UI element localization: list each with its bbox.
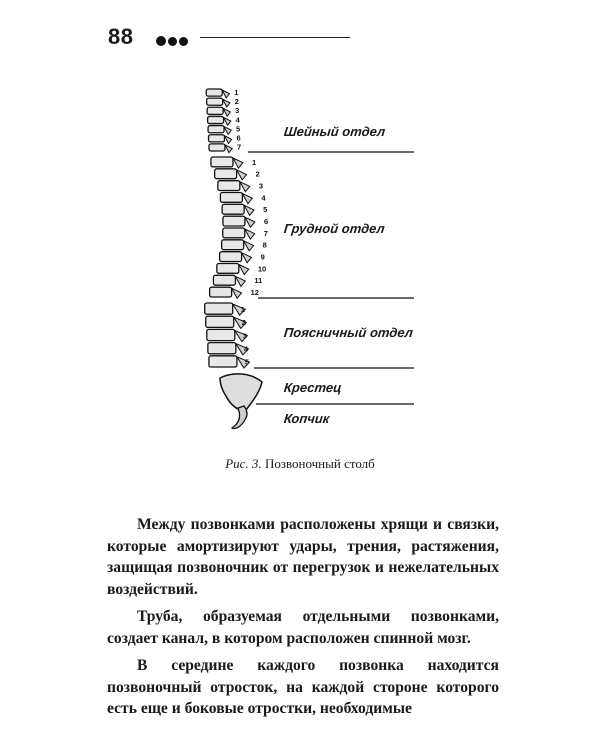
thoracic-vertebra — [223, 228, 245, 238]
thoracic-vertebra — [222, 204, 244, 214]
vertebra-number: 2 — [234, 97, 239, 106]
thoracic-process — [242, 253, 252, 263]
thoracic-vertebra — [220, 193, 242, 203]
thoracic-process — [244, 205, 254, 215]
body-text — [107, 514, 499, 726]
thoracic-process — [237, 170, 247, 180]
vertebra-number: 11 — [254, 276, 263, 286]
cervical-vertebra — [208, 116, 224, 123]
vertebra-number: 4 — [235, 115, 240, 125]
vertebra-number: 4 — [243, 344, 249, 354]
caption-text: Позвоночный столб — [261, 456, 375, 471]
vertebra-number: 12 — [250, 288, 259, 298]
thoracic-process — [240, 182, 250, 192]
figure-caption — [0, 456, 600, 472]
paragraph-1: Между позвонками расположены хрящи и связки, которые амортизируют удары, трения, растяжения, защищая позвоночник от перегрузок и нежелательных воздействий. — [107, 516, 499, 598]
thoracic-vertebra — [218, 181, 240, 191]
vertebra-number: 6 — [236, 133, 241, 143]
cervical-process — [223, 108, 230, 116]
vertebra-number: 3 — [242, 331, 247, 341]
thoracic-vertebra — [217, 264, 239, 274]
vertebra-number: 5 — [263, 205, 268, 215]
thoracic-process — [239, 265, 249, 275]
cervical-vertebra — [207, 98, 223, 105]
thoracic-vertebra — [211, 157, 233, 167]
vertebra-number: 2 — [255, 169, 260, 179]
thoracic-process — [245, 229, 255, 239]
vertebra-number: 10 — [257, 264, 267, 274]
thoracic-vertebra — [213, 275, 235, 285]
thoracic-vertebra — [215, 169, 237, 179]
thoracic-process — [232, 288, 242, 298]
vertebra-number: 9 — [260, 252, 265, 262]
vertebra-number: 5 — [244, 357, 250, 367]
cervical-process — [223, 99, 230, 107]
vertebra-number: 6 — [263, 217, 269, 227]
vertebra-number: 4 — [261, 193, 266, 203]
cervical-process — [224, 127, 231, 135]
caption-label: Рис. 3. — [225, 456, 262, 471]
label-sacrum: Крестец — [283, 380, 343, 395]
cervical-vertebra — [208, 126, 224, 133]
sacrum-shape — [220, 374, 262, 410]
vertebra-number: 2 — [241, 318, 246, 328]
paragraph-3: В середине каждого позвонка находится позвоночный отросток, на каждой стороне которого есть еще и боковые отростки, необходимые — [107, 657, 499, 717]
cervical-process — [225, 136, 232, 144]
vertebra-number: 7 — [263, 228, 268, 238]
lumbar-vertebra — [206, 316, 234, 327]
label-thoracic: Грудной отдел — [283, 221, 386, 236]
thoracic-vertebra — [223, 216, 245, 226]
thoracic-vertebra — [210, 287, 232, 297]
label-coccyx: Копчик — [283, 411, 331, 426]
vertebra-number: 1 — [234, 87, 239, 97]
thoracic-process — [242, 194, 252, 204]
vertebra-number: 3 — [235, 106, 240, 116]
thoracic-process — [235, 276, 245, 286]
cervical-process — [224, 117, 231, 125]
cervical-process — [222, 90, 229, 98]
vertebra-number: 8 — [262, 240, 267, 250]
lumbar-vertebra — [209, 356, 237, 367]
thoracic-vertebra — [222, 240, 244, 250]
paragraph-2: Труба, образуемая отдельными позвонками, создает канал, в котором расположен спинной мозг. — [107, 608, 499, 647]
lumbar-vertebra — [208, 343, 236, 354]
vertebra-number: 7 — [236, 142, 242, 152]
label-cervical: Шейный отдел — [283, 124, 387, 139]
page-number: 88 — [108, 24, 134, 49]
coccyx-shape — [232, 406, 247, 429]
cervical-vertebra — [207, 107, 223, 114]
vertebra-number: 5 — [236, 124, 241, 134]
thoracic-process — [244, 241, 254, 251]
thoracic-vertebra — [220, 252, 242, 262]
label-lumbar: Поясничный отдел — [283, 325, 414, 340]
cervical-vertebra — [209, 144, 225, 151]
cervical-vertebra — [206, 89, 222, 96]
lumbar-vertebra — [207, 329, 235, 340]
thoracic-process — [245, 217, 255, 227]
vertebra-number: 1 — [240, 304, 245, 314]
cervical-vertebra — [209, 135, 225, 142]
lumbar-vertebra — [205, 303, 233, 314]
thoracic-process — [233, 158, 243, 168]
cervical-process — [225, 145, 232, 153]
vertebra-number: 1 — [251, 157, 257, 167]
vertebra-number: 3 — [258, 181, 264, 191]
